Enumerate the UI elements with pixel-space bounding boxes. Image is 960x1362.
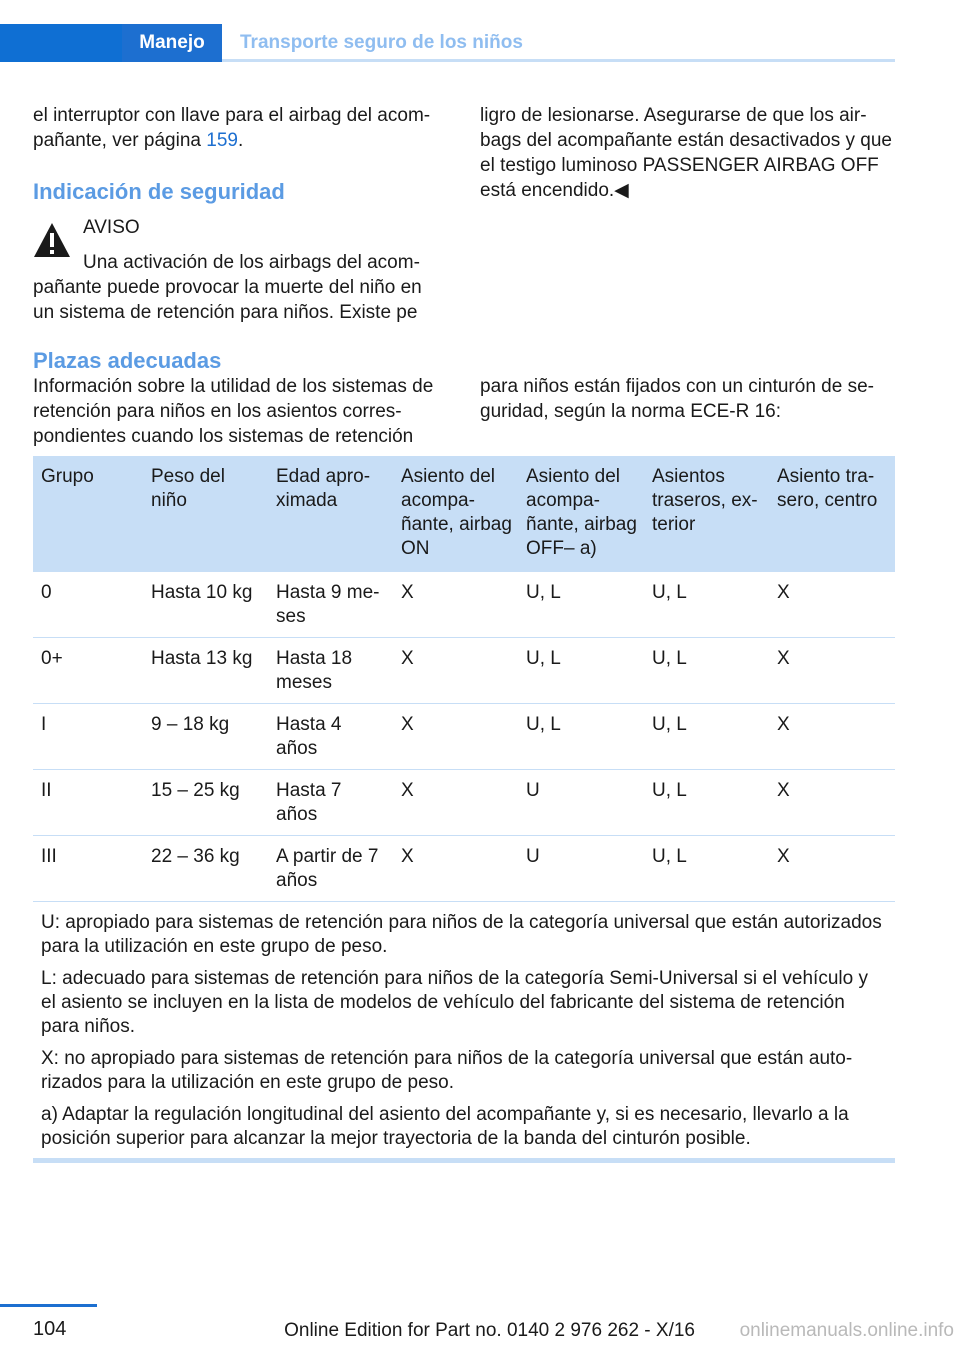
header-trasero-centro: Asiento trasero, centro	[769, 456, 895, 572]
table-notes	[33, 902, 895, 1164]
table-cell: U, L	[644, 770, 769, 836]
table-cell: 15 – 25 kg	[143, 770, 268, 836]
table-cell: U, L	[518, 572, 644, 638]
table-cell: X	[769, 704, 895, 770]
intro-paragraph: el interruptor con llave para el airbag del acompañante, ver página 159.	[33, 105, 431, 151]
note-u: U: apropiado para sistemas de retención para niños de la categoría universal que están autorizados para la utilización en este grupo de peso.	[41, 912, 882, 957]
header-airbag-off: Asiento del acompañante, airbag OFF– a)	[518, 456, 644, 572]
edition-text: Online Edition for Part no. 0140 2 976 262 - X/16	[284, 1320, 695, 1341]
table-header-row	[33, 456, 895, 572]
table-cell: 0+	[33, 638, 143, 704]
header-traseros-exterior: Asientos traseros, exterior	[644, 456, 769, 572]
table-row	[33, 638, 895, 704]
note-l: L: adecuado para sistemas de retención para niños de la categoría Semi-Universal si el vehículo y el asiento se incluyen en la lista de modelos de vehículo del fabricante del sistema de retención para niños.	[41, 968, 868, 1037]
table-cell: II	[33, 770, 143, 836]
footer-accent-line	[0, 1304, 97, 1307]
table-cell: Hasta 13 kg	[143, 638, 268, 704]
note-a: a) Adaptar la regulación longitudinal del asiento del acompañante y, si es necesario, llevarlo a la posición superior para alcanzar la mejor trayectoria de la banda del cinturón posible.	[41, 1104, 849, 1149]
table-cell: U, L	[644, 836, 769, 902]
table-cell: U, L	[518, 704, 644, 770]
table-row	[33, 770, 895, 836]
table-cell: X	[769, 836, 895, 902]
table-cell: U	[518, 836, 644, 902]
safety-heading: Indicación de seguridad	[33, 179, 285, 204]
table-cell: U, L	[518, 638, 644, 704]
seats-intro-left: Información sobre la utilidad de los sistemas de retención para niños en los asientos correspondientes cuando los sistemas de retención	[33, 376, 434, 447]
header-accent-block	[0, 24, 122, 62]
child-seat-table	[33, 456, 895, 1163]
page-link[interactable]: 159	[206, 130, 238, 151]
watermark: onlinemanuals.online.info	[739, 1320, 954, 1341]
header-edad: Edad aproximada	[268, 456, 393, 572]
table-cell: X	[769, 638, 895, 704]
table-cell: U, L	[644, 638, 769, 704]
note-x: X: no apropiado para sistemas de retención para niños de la categoría universal que están autorizados para la utilización en este grupo de peso.	[41, 1048, 853, 1093]
left-column-top	[33, 103, 445, 153]
table-cell: U	[518, 770, 644, 836]
table-cell: Hasta 7 años	[268, 770, 393, 836]
header-peso: Peso del niño	[143, 456, 268, 572]
table-cell: I	[33, 704, 143, 770]
header-rule	[222, 59, 895, 62]
table-cell: Hasta 9 meses	[268, 572, 393, 638]
table-cell: U, L	[644, 704, 769, 770]
table-cell: X	[769, 770, 895, 836]
table-row	[33, 704, 895, 770]
table-cell: X	[393, 836, 518, 902]
table-cell: X	[393, 572, 518, 638]
warning-text-right: ligro de lesionarse. Asegurarse de que los airbags del acompañante están desactivados y que el testigo luminoso PASSENGER AIRBAG OFF está encendido.◀	[480, 105, 892, 201]
page-number: 104	[33, 1318, 67, 1340]
warning-text-left: Una activación de los airbags del acompañante puede provocar la muerte del niño en un sistema de retención para niños. Existe pe	[33, 252, 422, 323]
header-airbag-on: Asiento del acompañante, airbag ON	[393, 456, 518, 572]
table-row	[33, 572, 895, 638]
tab-transporte-seguro[interactable]: Transporte seguro de los niños	[240, 32, 523, 53]
table-cell: Hasta 10 kg	[143, 572, 268, 638]
tab-manejo[interactable]: Manejo	[122, 24, 222, 62]
header-bar	[0, 24, 960, 62]
table-cell: 22 – 36 kg	[143, 836, 268, 902]
table-cell: 0	[33, 572, 143, 638]
table-notes-row	[33, 902, 895, 1164]
table-cell: X	[393, 638, 518, 704]
table-cell: 9 – 18 kg	[143, 704, 268, 770]
table-cell: U, L	[644, 572, 769, 638]
warning-title: AVISO	[83, 217, 140, 238]
table-cell: Hasta 18 meses	[268, 638, 393, 704]
table-cell: Hasta 4 años	[268, 704, 393, 770]
seats-heading: Plazas adecuadas	[33, 348, 222, 373]
header-grupo: Grupo	[33, 456, 143, 572]
table-cell: A partir de 7 años	[268, 836, 393, 902]
table-cell: III	[33, 836, 143, 902]
table-bottom-rule	[33, 1158, 895, 1163]
table-row	[33, 836, 895, 902]
table-cell: X	[769, 572, 895, 638]
seats-intro-right: para niños están fijados con un cinturón de seguridad, según la norma ECE-R 16:	[480, 376, 874, 422]
table-cell: X	[393, 704, 518, 770]
table-cell: X	[393, 770, 518, 836]
